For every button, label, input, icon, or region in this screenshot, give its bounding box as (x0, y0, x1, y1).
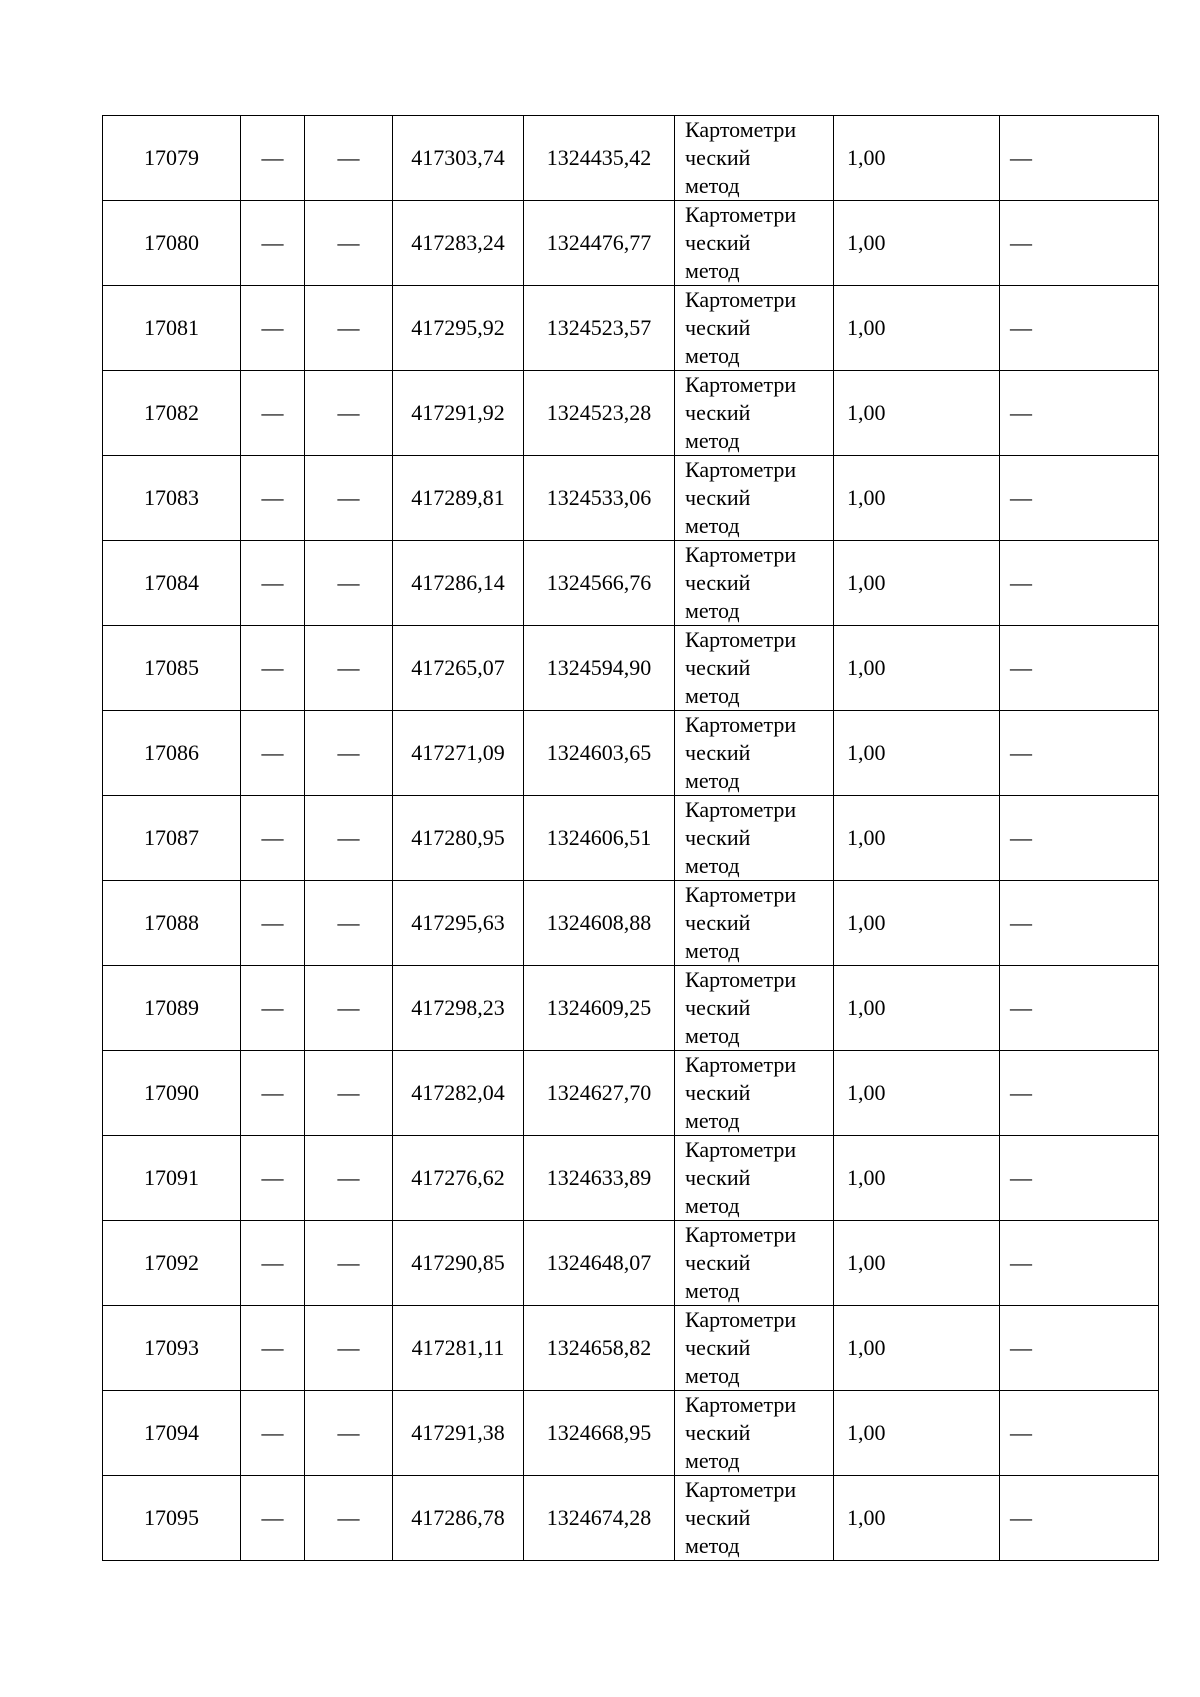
method-line: метод (685, 343, 740, 368)
empty-dash-cell: — (305, 116, 393, 201)
method-line: ческий (685, 1335, 751, 1360)
x-coordinate-cell: 417265,07 (393, 626, 524, 711)
method-cell (675, 371, 834, 456)
point-number-cell: 17090 (103, 1051, 241, 1136)
description-cell: — (1000, 541, 1159, 626)
empty-dash-cell: — (305, 796, 393, 881)
description-cell: — (1000, 881, 1159, 966)
empty-dash-cell: — (241, 1306, 305, 1391)
empty-dash-cell: — (305, 1306, 393, 1391)
x-coordinate-cell: 417291,38 (393, 1391, 524, 1476)
y-coordinate-cell: 1324627,70 (524, 1051, 675, 1136)
accuracy-cell: 1,00 (834, 1306, 1000, 1391)
method-line: метод (685, 1108, 740, 1133)
description-cell: — (1000, 626, 1159, 711)
method-line: Картометри (685, 287, 797, 312)
method-line: Картометри (685, 372, 797, 397)
table-row (103, 966, 1159, 1051)
empty-dash-cell: — (305, 201, 393, 286)
accuracy-cell: 1,00 (834, 201, 1000, 286)
description-cell: — (1000, 1051, 1159, 1136)
y-coordinate-cell: 1324533,06 (524, 456, 675, 541)
table-row (103, 1136, 1159, 1221)
x-coordinate-cell: 417286,78 (393, 1476, 524, 1561)
method-line: ческий (685, 400, 751, 425)
table-row (103, 626, 1159, 711)
point-number-cell: 17093 (103, 1306, 241, 1391)
point-number-cell: 17080 (103, 201, 241, 286)
point-number-cell: 17083 (103, 456, 241, 541)
point-number-cell: 17079 (103, 116, 241, 201)
accuracy-cell: 1,00 (834, 1136, 1000, 1221)
accuracy-cell: 1,00 (834, 796, 1000, 881)
method-line: Картометри (685, 542, 797, 567)
method-line: метод (685, 853, 740, 878)
y-coordinate-cell: 1324566,76 (524, 541, 675, 626)
x-coordinate-cell: 417276,62 (393, 1136, 524, 1221)
method-line: ческий (685, 1080, 751, 1105)
x-coordinate-cell: 417290,85 (393, 1221, 524, 1306)
method-line: ческий (685, 1505, 751, 1530)
empty-dash-cell: — (305, 1136, 393, 1221)
table-body (103, 116, 1159, 1561)
x-coordinate-cell: 417295,63 (393, 881, 524, 966)
table-row (103, 456, 1159, 541)
description-cell: — (1000, 1306, 1159, 1391)
point-number-cell: 17095 (103, 1476, 241, 1561)
description-cell: — (1000, 1136, 1159, 1221)
x-coordinate-cell: 417286,14 (393, 541, 524, 626)
y-coordinate-cell: 1324594,90 (524, 626, 675, 711)
empty-dash-cell: — (241, 626, 305, 711)
method-cell (675, 966, 834, 1051)
y-coordinate-cell: 1324674,28 (524, 1476, 675, 1561)
method-line: Картометри (685, 202, 797, 227)
y-coordinate-cell: 1324606,51 (524, 796, 675, 881)
description-cell: — (1000, 371, 1159, 456)
y-coordinate-cell: 1324523,28 (524, 371, 675, 456)
method-cell (675, 711, 834, 796)
empty-dash-cell: — (305, 711, 393, 796)
empty-dash-cell: — (305, 1221, 393, 1306)
point-number-cell: 17089 (103, 966, 241, 1051)
coordinates-table (102, 115, 1159, 1561)
empty-dash-cell: — (305, 286, 393, 371)
method-cell (675, 1136, 834, 1221)
method-line: ческий (685, 145, 751, 170)
empty-dash-cell: — (241, 1051, 305, 1136)
method-line: Картометри (685, 967, 797, 992)
method-line: метод (685, 768, 740, 793)
method-line: Картометри (685, 457, 797, 482)
accuracy-cell: 1,00 (834, 286, 1000, 371)
empty-dash-cell: — (241, 1221, 305, 1306)
method-line: метод (685, 428, 740, 453)
empty-dash-cell: — (241, 796, 305, 881)
accuracy-cell: 1,00 (834, 456, 1000, 541)
table-row (103, 286, 1159, 371)
y-coordinate-cell: 1324633,89 (524, 1136, 675, 1221)
empty-dash-cell: — (241, 541, 305, 626)
x-coordinate-cell: 417282,04 (393, 1051, 524, 1136)
table-row (103, 711, 1159, 796)
empty-dash-cell: — (241, 201, 305, 286)
empty-dash-cell: — (241, 711, 305, 796)
method-line: метод (685, 598, 740, 623)
point-number-cell: 17085 (103, 626, 241, 711)
method-line: метод (685, 1533, 740, 1558)
description-cell: — (1000, 456, 1159, 541)
accuracy-cell: 1,00 (834, 541, 1000, 626)
empty-dash-cell: — (305, 1051, 393, 1136)
x-coordinate-cell: 417295,92 (393, 286, 524, 371)
table-row (103, 1476, 1159, 1561)
method-line: Картометри (685, 1392, 797, 1417)
point-number-cell: 17091 (103, 1136, 241, 1221)
x-coordinate-cell: 417291,92 (393, 371, 524, 456)
y-coordinate-cell: 1324668,95 (524, 1391, 675, 1476)
y-coordinate-cell: 1324603,65 (524, 711, 675, 796)
method-line: метод (685, 258, 740, 283)
empty-dash-cell: — (305, 966, 393, 1051)
method-line: Картометри (685, 797, 797, 822)
method-line: метод (685, 683, 740, 708)
accuracy-cell: 1,00 (834, 1221, 1000, 1306)
table-row (103, 116, 1159, 201)
description-cell: — (1000, 1391, 1159, 1476)
method-line: ческий (685, 740, 751, 765)
accuracy-cell: 1,00 (834, 966, 1000, 1051)
method-line: ческий (685, 1165, 751, 1190)
point-number-cell: 17082 (103, 371, 241, 456)
accuracy-cell: 1,00 (834, 371, 1000, 456)
method-line: метод (685, 1363, 740, 1388)
method-line: метод (685, 1278, 740, 1303)
point-number-cell: 17081 (103, 286, 241, 371)
empty-dash-cell: — (305, 1476, 393, 1561)
method-line: ческий (685, 825, 751, 850)
point-number-cell: 17088 (103, 881, 241, 966)
x-coordinate-cell: 417289,81 (393, 456, 524, 541)
method-cell (675, 286, 834, 371)
method-cell (675, 1221, 834, 1306)
description-cell: — (1000, 286, 1159, 371)
method-cell (675, 626, 834, 711)
y-coordinate-cell: 1324658,82 (524, 1306, 675, 1391)
x-coordinate-cell: 417298,23 (393, 966, 524, 1051)
method-cell (675, 541, 834, 626)
table-row (103, 371, 1159, 456)
y-coordinate-cell: 1324523,57 (524, 286, 675, 371)
method-line: метод (685, 1448, 740, 1473)
y-coordinate-cell: 1324476,77 (524, 201, 675, 286)
method-cell (675, 1051, 834, 1136)
method-line: ческий (685, 315, 751, 340)
method-cell (675, 1306, 834, 1391)
method-line: метод (685, 1023, 740, 1048)
empty-dash-cell: — (241, 1391, 305, 1476)
method-line: Картометри (685, 117, 797, 142)
method-line: Картометри (685, 882, 797, 907)
empty-dash-cell: — (241, 371, 305, 456)
description-cell: — (1000, 201, 1159, 286)
accuracy-cell: 1,00 (834, 626, 1000, 711)
empty-dash-cell: — (241, 456, 305, 541)
method-line: метод (685, 513, 740, 538)
method-line: ческий (685, 230, 751, 255)
description-cell: — (1000, 711, 1159, 796)
table-row (103, 796, 1159, 881)
y-coordinate-cell: 1324435,42 (524, 116, 675, 201)
method-line: ческий (685, 655, 751, 680)
method-line: Картометри (685, 627, 797, 652)
y-coordinate-cell: 1324648,07 (524, 1221, 675, 1306)
empty-dash-cell: — (305, 1391, 393, 1476)
empty-dash-cell: — (305, 371, 393, 456)
empty-dash-cell: — (241, 286, 305, 371)
empty-dash-cell: — (241, 1476, 305, 1561)
description-cell: — (1000, 796, 1159, 881)
method-line: ческий (685, 485, 751, 510)
point-number-cell: 17094 (103, 1391, 241, 1476)
method-line: Картометри (685, 1307, 797, 1332)
point-number-cell: 17086 (103, 711, 241, 796)
method-line: Картометри (685, 1052, 797, 1077)
accuracy-cell: 1,00 (834, 1051, 1000, 1136)
method-cell (675, 1476, 834, 1561)
accuracy-cell: 1,00 (834, 1391, 1000, 1476)
method-line: Картометри (685, 1222, 797, 1247)
table-row (103, 1391, 1159, 1476)
description-cell: — (1000, 1221, 1159, 1306)
empty-dash-cell: — (241, 116, 305, 201)
accuracy-cell: 1,00 (834, 116, 1000, 201)
method-line: Картометри (685, 1137, 797, 1162)
method-cell (675, 116, 834, 201)
method-line: метод (685, 938, 740, 963)
empty-dash-cell: — (305, 626, 393, 711)
method-line: метод (685, 173, 740, 198)
method-cell (675, 456, 834, 541)
point-number-cell: 17084 (103, 541, 241, 626)
table-row (103, 1051, 1159, 1136)
method-line: ческий (685, 995, 751, 1020)
empty-dash-cell: — (241, 881, 305, 966)
method-cell (675, 1391, 834, 1476)
point-number-cell: 17092 (103, 1221, 241, 1306)
accuracy-cell: 1,00 (834, 711, 1000, 796)
table-row (103, 881, 1159, 966)
empty-dash-cell: — (305, 541, 393, 626)
method-line: ческий (685, 1250, 751, 1275)
method-line: ческий (685, 1420, 751, 1445)
description-cell: — (1000, 1476, 1159, 1561)
method-line: метод (685, 1193, 740, 1218)
accuracy-cell: 1,00 (834, 1476, 1000, 1561)
x-coordinate-cell: 417303,74 (393, 116, 524, 201)
method-line: ческий (685, 910, 751, 935)
x-coordinate-cell: 417271,09 (393, 711, 524, 796)
x-coordinate-cell: 417280,95 (393, 796, 524, 881)
method-cell (675, 796, 834, 881)
method-cell (675, 201, 834, 286)
method-cell (675, 881, 834, 966)
empty-dash-cell: — (305, 456, 393, 541)
y-coordinate-cell: 1324609,25 (524, 966, 675, 1051)
point-number-cell: 17087 (103, 796, 241, 881)
accuracy-cell: 1,00 (834, 881, 1000, 966)
y-coordinate-cell: 1324608,88 (524, 881, 675, 966)
description-cell: — (1000, 116, 1159, 201)
table-row (103, 1306, 1159, 1391)
x-coordinate-cell: 417281,11 (393, 1306, 524, 1391)
method-line: ческий (685, 570, 751, 595)
x-coordinate-cell: 417283,24 (393, 201, 524, 286)
empty-dash-cell: — (305, 881, 393, 966)
method-line: Картометри (685, 1477, 797, 1502)
table-row (103, 1221, 1159, 1306)
method-line: Картометри (685, 712, 797, 737)
empty-dash-cell: — (241, 1136, 305, 1221)
table-row (103, 541, 1159, 626)
table-row (103, 201, 1159, 286)
description-cell: — (1000, 966, 1159, 1051)
empty-dash-cell: — (241, 966, 305, 1051)
